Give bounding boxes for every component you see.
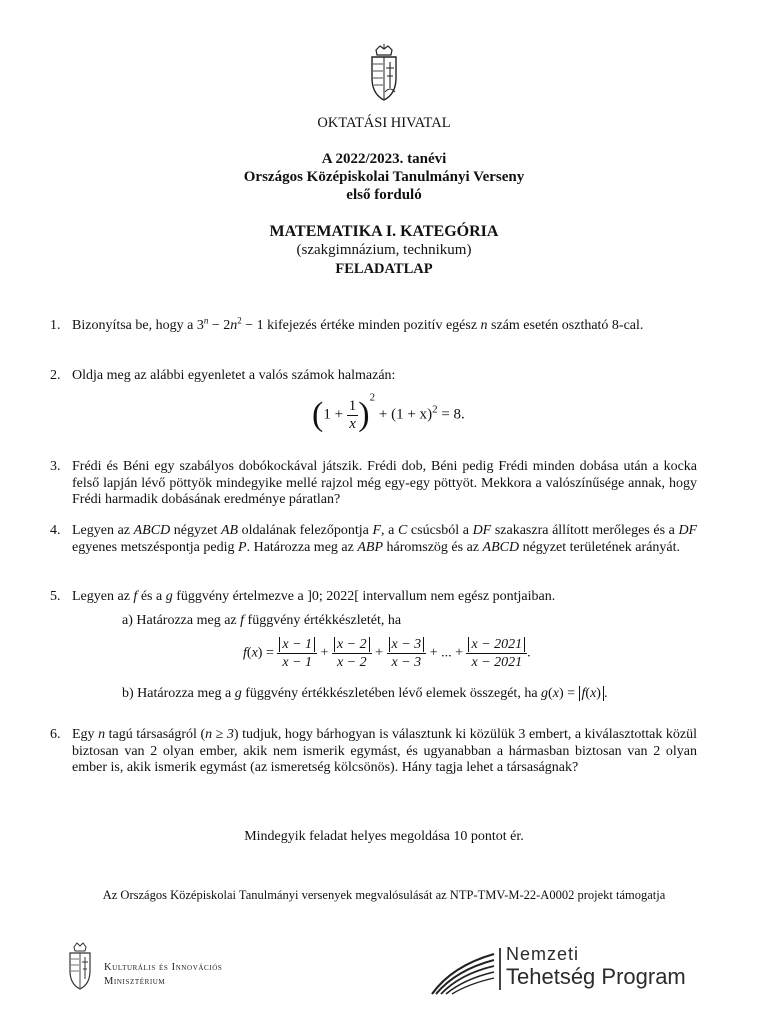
school-year: A 2022/2023. tanévi [321, 151, 447, 167]
problem-2: 2. Oldja meg az alábbi egyenletet a valós számok halmazán: [50, 368, 396, 383]
category-heading [0, 222, 768, 279]
scoring-note: Mindegyik feladat helyes megoldása 10 pontot ér. [244, 829, 524, 844]
hungarian-coat-of-arms-icon [364, 44, 404, 102]
issuing-office: OKTATÁSI HIVATAL [317, 115, 451, 131]
school-types: (szakgimnázium, technikum) [296, 242, 472, 258]
ministry-crest-icon [64, 942, 96, 990]
problem-number: 6. [50, 727, 61, 742]
expression: $3^n - 2n^2 - 1$ [196, 315, 264, 333]
project-support-note: Az Országos Középiskolai Tanulmányi versenyek megvalósulását az NTP-TMV-M-22-A0002 projekt támogatja [102, 888, 666, 902]
ntp-title-line1: Nemzeti [506, 944, 580, 964]
equation-problem-2: (1 + $\frac{1}{x}$ )$^2 + (1 + x)^2 = 8$. [312, 391, 465, 433]
problem-6: 6. Egy n tagú társaságról (n ≥ 3) tudjuk, hogy bárhogyan is választunk ki közülük 3 embert, a kiválasztottak közül biztosan van 2 olyan ember, akik nem ismerik egymást, és ugyanabban a hármasban biztosan van 2 olyan ember is, akik ismerik egymást (az ismeretség kölcsönös). Hány tagja lehet a társaságnak? [50, 727, 698, 775]
problem-number: 5. [50, 589, 61, 604]
ntp-divider [499, 948, 501, 990]
round-name: első forduló [346, 187, 422, 203]
ntp-title-line2: Tehetség Program [506, 964, 686, 989]
category-title: MATEMATIKA I. KATEGÓRIA [269, 223, 499, 240]
competition-heading [0, 150, 768, 204]
ministry-name: Kulturális és Innovációs Minisztérium [104, 962, 223, 987]
problem-1: 1. Bizonyítsa be, hogy a $3^n - 2n^2 - 1$ kifejezés értéke minden pozitív egész n szám esetén osztható 8-cal. [50, 315, 644, 333]
problem-number: 4. [50, 523, 61, 538]
problem-5: 5. Legyen az f és a g függvény értelmezve a ]0; 2022[ intervallum nem egész pontjaiban. [50, 589, 556, 604]
sheet-title: FELADATLAP [335, 261, 433, 277]
problem-5a: a) Határozza meg az f függvény értékkészletét, ha [122, 613, 402, 628]
ntp-swoosh-icon [430, 946, 498, 996]
equation-problem-5a: f(x) = $\frac{x - 1}{x - 1}$ + $\frac{x - 2}{x - 2}$ + $\frac{x - 3}{x - 3}$ + ... + $\frac{x - 2021}{x - 2021}$ . [243, 637, 531, 670]
problem-number: 2. [50, 368, 61, 383]
problem-4: 4. Legyen az ABCD négyzet AB oldalának felezőpontja F, a C csúcsból a DF szakaszra állított merőleges és a DF egyenes metszéspontja pedig P. Határozza meg az ABP háromszög és az ABCD négyzet területének arányát. [50, 523, 698, 555]
competition-name: Országos Középiskolai Tanulmányi Verseny [243, 169, 525, 185]
problem-5b: b) Határozza meg a g függvény értékkészletében lévő elemek összegét, ha g(x) = f(x) . [122, 686, 608, 701]
problem-3: 3. Frédi és Béni egy szabályos dobókockával játszik. Frédi dob, Béni pedig Frédi minden dobása után a kocka felső lapján lévő pöttyök mindegyike mellé rajzol még egy-egy pöttyöt. Mekkora a valószínűsége annak, hogy Frédi harmadik dobásának eredménye páratlan? [50, 459, 697, 507]
problem-number: 3. [50, 459, 61, 474]
problem-number: 1. [50, 318, 61, 333]
